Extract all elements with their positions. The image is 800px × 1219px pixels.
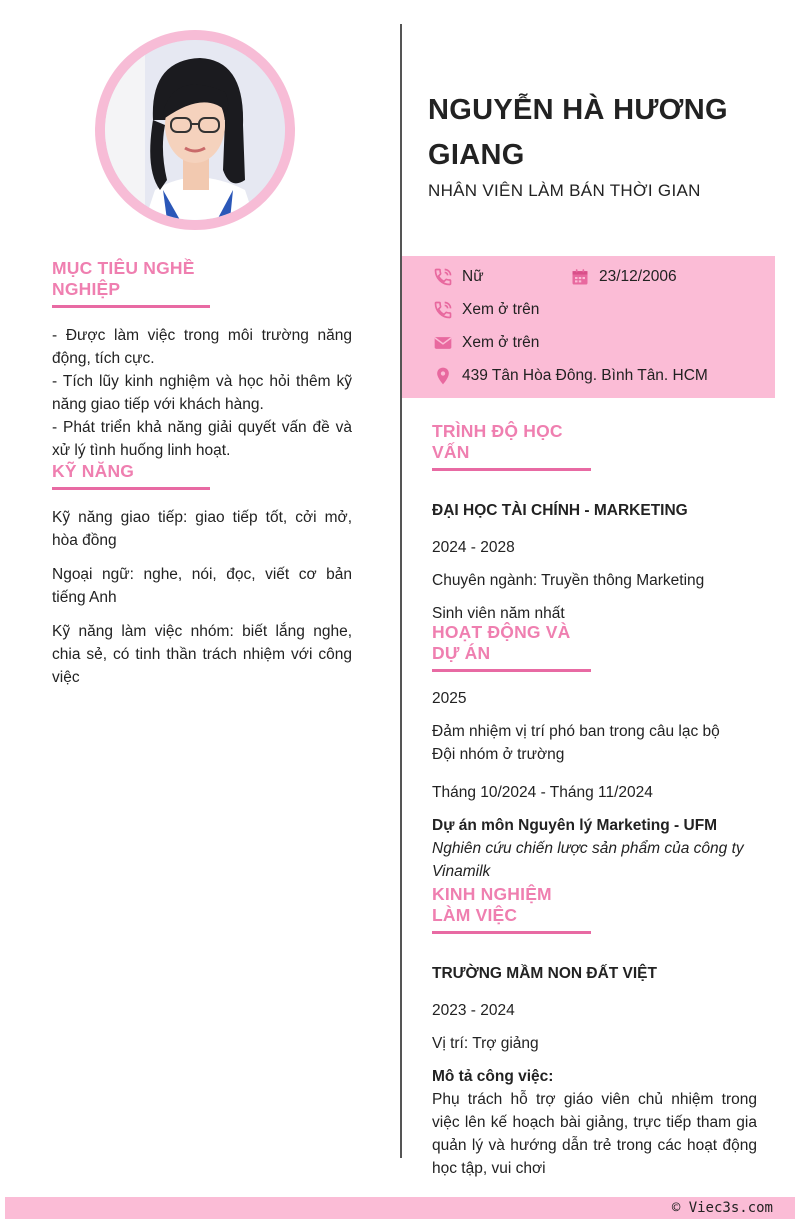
skill-item: Ngoại ngữ: nghe, nói, đọc, viết cơ bản tiếng Anh: [52, 566, 352, 606]
phone-icon: [432, 299, 454, 321]
education-title: TRÌNH ĐỘ HỌC VẤN: [432, 421, 563, 462]
career-goal-underline: [52, 305, 210, 308]
gender-value: Nữ: [462, 268, 484, 285]
activity-period: Tháng 10/2024 - Tháng 11/2024: [432, 784, 653, 801]
activity-description: Đảm nhiệm vị trí phó ban trong câu lạc bộ Đội nhóm ở trường: [432, 723, 720, 763]
experience-period: 2023 - 2024: [432, 1002, 515, 1019]
skills-section: [52, 461, 352, 689]
job-title: NHÂN VIÊN LÀM BÁN THỜI GIAN: [428, 181, 701, 200]
footer-credit: © Viec3s.com: [671, 1200, 773, 1216]
experience-description: Phụ trách hỗ trợ giáo viên chủ nhiệm trong việc lên kế hoạch bài giảng, trực tiếp tham gia quản lý và hướng dẫn trẻ trong các hoạt động học tập, vui chơi: [432, 1091, 757, 1177]
skill-item: Kỹ năng giao tiếp: giao tiếp tốt, cởi mở, hòa đồng: [52, 509, 352, 549]
skills-underline: [52, 487, 210, 490]
birthday-row: [569, 266, 677, 288]
activity-description: Nghiên cứu chiến lược sản phẩm của công ty Vinamilk: [432, 840, 744, 880]
career-goal-line: - Tích lũy kinh nghiệm và học hỏi thêm kỹ năng giao tiếp với khách hàng.: [52, 373, 352, 413]
education-major: Chuyên ngành: Truyền thông Marketing: [432, 572, 705, 589]
avatar-frame: [95, 30, 295, 230]
avatar: [105, 40, 285, 220]
education-school: ĐẠI HỌC TÀI CHÍNH - MARKETING: [432, 502, 688, 519]
skills-title: KỸ NĂNG: [52, 461, 135, 481]
experience-position: Vị trí: Trợ giảng: [432, 1035, 539, 1052]
column-divider: [400, 24, 402, 1158]
mail-icon: [432, 332, 454, 354]
location-icon: [432, 365, 454, 387]
career-goal-text: [52, 324, 352, 462]
career-goal-title: MỤC TIÊU NGHỀ NGHIỆP: [52, 258, 195, 299]
career-goal-section: [52, 258, 352, 462]
experience-title: KINH NGHIỆM LÀM VIỆC: [432, 884, 552, 925]
education-section: [432, 421, 757, 625]
activity-period: 2025: [432, 690, 467, 707]
phone-value: Xem ở trên: [462, 301, 540, 318]
experience-description-label: Mô tả công việc:: [432, 1068, 554, 1085]
activities-section: [432, 622, 757, 883]
footer-bar: [5, 1197, 795, 1219]
email-value: Xem ở trên: [462, 334, 540, 351]
career-goal-line: - Được làm việc trong môi trường năng động, tích cực.: [52, 327, 352, 367]
experience-section: [432, 884, 757, 1180]
contact-box: [402, 256, 775, 398]
activity-name: Dự án môn Nguyên lý Marketing - UFM: [432, 817, 718, 834]
calendar-icon: [569, 266, 591, 288]
candidate-name: NGUYỄN HÀ HƯƠNG GIANG: [428, 94, 728, 171]
career-goal-line: - Phát triển khả năng giải quyết vấn đề và xử lý tình huống linh hoạt.: [52, 419, 352, 459]
activities-title: HOẠT ĐỘNG VÀ DỰ ÁN: [432, 622, 571, 663]
experience-underline: [432, 931, 591, 934]
phone-icon: [432, 266, 454, 288]
email-row: [432, 332, 539, 354]
skills-list: [52, 506, 352, 689]
activities-underline: [432, 669, 591, 672]
address-value: 439 Tân Hòa Đông. Bình Tân. HCM: [462, 367, 708, 384]
education-status: Sinh viên năm nhất: [432, 605, 565, 622]
skill-item: Kỹ năng làm việc nhóm: biết lắng nghe, chia sẻ, có tinh thần trách nhiệm với công việc: [52, 623, 352, 686]
birthday-value: 23/12/2006: [599, 268, 677, 285]
education-underline: [432, 468, 591, 471]
avatar-photo: [105, 40, 285, 220]
experience-company: TRƯỜNG MẦM NON ĐẤT VIỆT: [432, 965, 657, 982]
gender-row: [432, 266, 484, 288]
phone-row: [432, 299, 539, 321]
education-period: 2024 - 2028: [432, 539, 515, 556]
address-row: [432, 365, 708, 387]
